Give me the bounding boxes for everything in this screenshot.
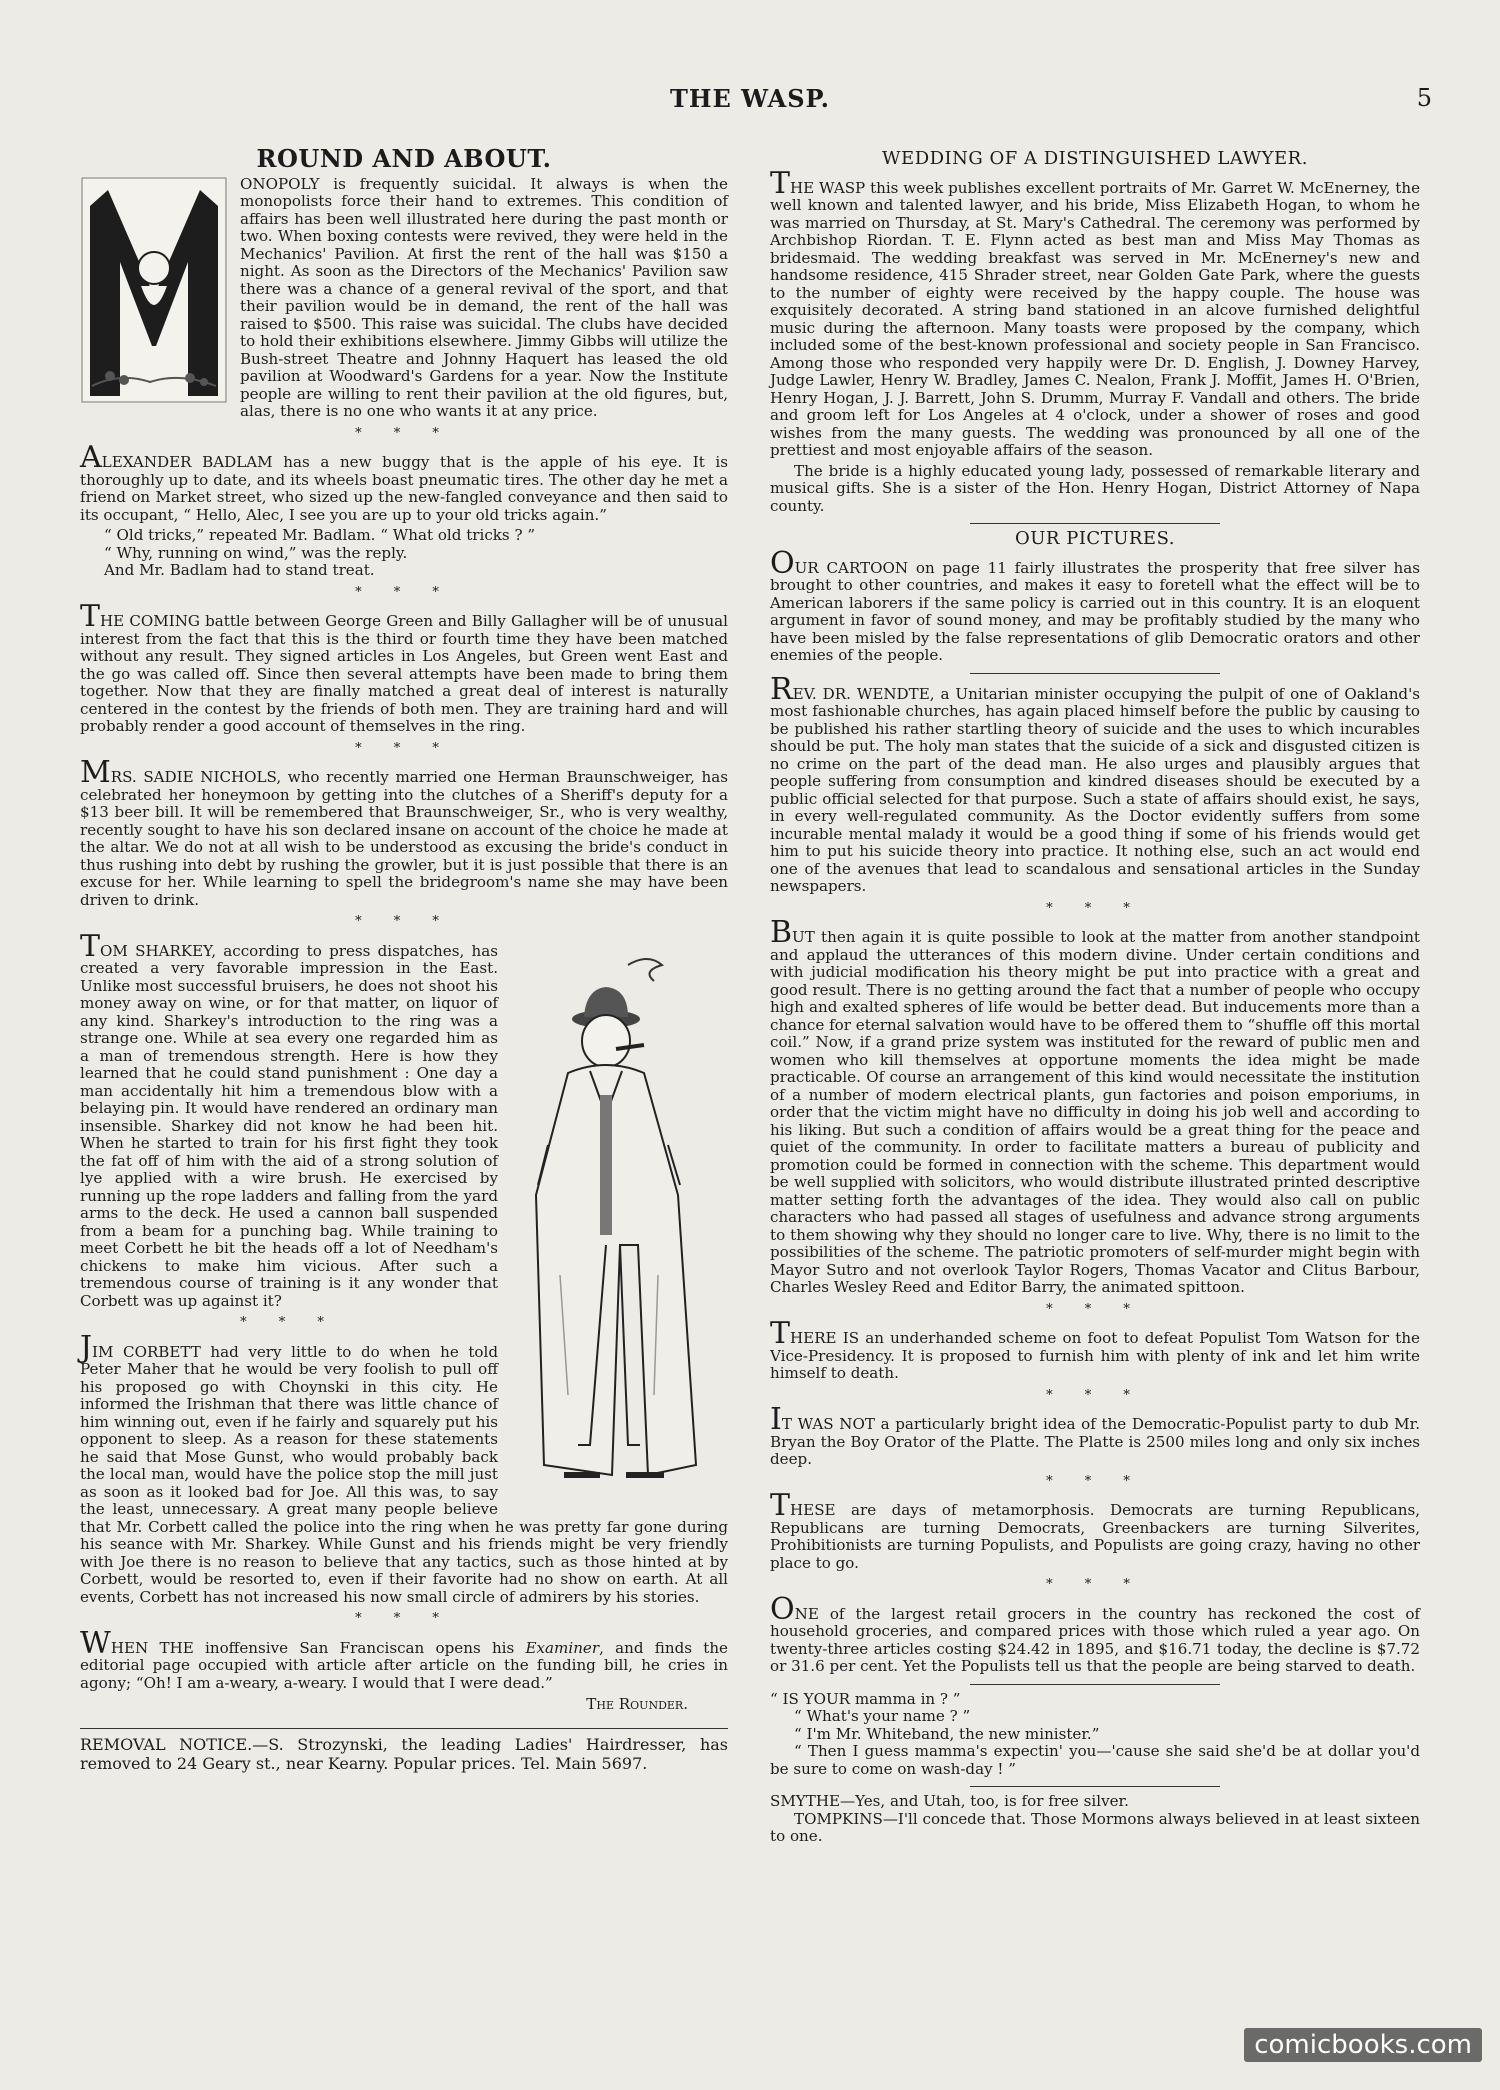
when-text-2: , and finds the editorial page occupied with article after article on the funding bill, he cries in agony; “Oh! I am a-weary, a-weary. I would that I were dead.”: [80, 1638, 728, 1692]
badlam-paragraph: ALEXANDER BADLAM has a new buggy that is the apple of his eye. It is thoroughly up to date, and its wheels boast pneumatic tires. The other day he met a friend on Market street, who sized up the new-fangled conveyance and then said to its occupant, “ Hello, Alec, I see you are up to your old tricks again.”: [80, 440, 728, 524]
monopoly-paragraph: ONOPOLY is frequently suicidal. It always is when the monopolists force their hand to extremes. This condition of affairs has been well illustrated here during the past month or two. When boxing contests were revived, they were held in the Mechanics' Pavilion. At first the rent of the hall was $150 a night. As soon as the Directors of the Mechanics' Pavilion saw there was a chance of a general revival of the sport, and that their pavilion would be in demand, the rent of the hall was raised to $500. This raise was suicidal. The clubs have decided to hold their exhibitions elsewhere. Jimmy Gibbs will utilize the Bush-street Theatre and Johnny Haquert has leased the old pavilion at Woodward's Gardens for a year. Now the Institute people are willing to rent their pavilion at the old figures, but, alas, there is no one who wants it at any price.: [240, 174, 728, 420]
metamorphosis-paragraph: THESE are days of metamorphosis. Democrats are turning Republicans, Republicans are turning Democrats, Greenbackers are turning Silverites, Prohibitionists are turning Populists, and Populists are going crazy, having no other place to go.: [770, 1488, 1420, 1572]
illustrated-dropcap-m: [80, 176, 228, 404]
wendte-paragraph: REV. DR. WENDTE, a Unitarian minister occupying the pulpit of one of Oakland's most fashionable churches, has again placed himself before the public by causing to be published his rather startling theory of suicide and the uses to which incurables should be put. The holy man states that the suicide of a sick and disgusted citizen is no crime on the part of the dead man. He also urges and plausibly argues that people suffering from consumption and kindred diseases should be executed by a public official selected for that purpose. Such a state of affairs should exist, he says, in every well-regulated community. As the Doctor evidently suffers from some incurable mental malady it would be a good thing if some of his friends would get him to put his suicide theory into practice. It nothing else, such an act would end one of the avenues that lead to scandalous and sensational articles in the Sunday newspapers.: [770, 671, 1420, 895]
section-divider: * * *: [355, 584, 453, 600]
right-column: [770, 146, 1420, 1846]
green-gallagher-paragraph: THE COMING battle between George Green and Billy Gallagher will be of unusual interest from the fact that this is the third or fourth time they have been matched without any result. They signed articles in Los Angeles, but Green went East and the go was called off. Since then several attempts have been made to bring them together. Now that they are finally matched a great deal of interest is naturally centered in the contest by the friends of both men. They are training hard and will probably render a good account of themselves in the ring.: [80, 599, 728, 735]
mamma-line-3: “ I'm Mr. Whiteband, the new minister.”: [794, 1724, 1100, 1743]
page-header: [0, 84, 1500, 120]
grocers-paragraph: ONE of the largest retail grocers in the country has reckoned the cost of household groceries, and compared prices with those which ruled a year ago. On twenty-three articles costing $24.42 in 1895, and $16.71 today, the decline is $7.72 or 31.6 per cent. Yet the Populists tell us that the people are being starved to death.: [770, 1591, 1420, 1675]
section-divider: * * *: [355, 425, 453, 441]
badlam-line-3: “ Why, running on wind,” was the reply.: [104, 543, 408, 562]
jim-corbett-paragraph: JIM CORBETT had very little to do when he told Peter Maher that he would be very foolish to pull off his proposed go with Choynski in this city. He informed the Irishman that there was little chance of him winning out, even if he fairly and squarely put his opponent to sleep. As a reason for these statements he said that Mose Gunst, who would probably back the local man, would have the police stop the mill just as soon as it looked bad for Joe. All this was, to say the least, unnecessary. A great many people believe that Mr. Corbett called the police into the ring when he was pretty far gone during his seance with Mr. Sharkey. While Gunst and his friends might be very friendly with Joe there is no reason to believe that any tactics, such as those hinted at by Corbett, would be resorted to, even if their favorite had no show on earth. At all events, Corbett has not increased his now small circle of admirers by his stories.: [80, 1329, 728, 1606]
sharkey-figure-icon: [508, 945, 728, 1503]
sadie-nichols-paragraph: MRS. SADIE NICHOLS, who recently married one Herman Braunschweiger, has celebrated her honeymoon by getting into the clutches of a Sheriff's deputy for a $13 beer bill. It will be remembered that Braunschweiger, Sr., who is very wealthy, recently sought to have his son declared insane on account of the choice he made at the altar. We do not at all wish to be understood as excusing the bride's conduct in thus rushing into debt by rushing the growler, but it is just possible that there is an excuse for her. While learning to spell the bridegroom's name she may have been driven to drink.: [80, 755, 728, 909]
page-number: 5: [1416, 84, 1432, 112]
cartoon-paragraph: OUR CARTOON on page 11 fairly illustrates the prosperity that free silver has brought to other countries, and makes it easy to foretell what the effect will be to American laborers if the same policy is carried out in this country. It is an eloquent argument in favor of sound money, and may be profitably studied by the many who have been misled by the false representations of glib Democratic orators and other enemies of the people.: [770, 545, 1420, 664]
section-divider: * * *: [240, 1315, 338, 1330]
but-paragraph: BUT then again it is quite possible to look at the matter from another standpoint and applaud the utterances of this modern divine. Under certain conditions and with judicial modification his theory might be put into practice with a great and good result. There is no getting around the fact that a number of people who occupy high and exalted spheres of life would be better dead. But inducements more than a chance for eternal salvation would have to be offered them to “shuffle off this mortal coil.” Now, if a grand prize system was instituted for the reward of public men and women who kill themselves at opportune moments the idea might be made practicable. Of course an arrangement of this kind would necessitate the institution of a number of modern electrical plants, gun factories and poison emporiums, in order that the victim might have no difficulty in doing his job well and according to his liking. But such a condition of affairs would be a great thing for the peace and quiet of the community. In order to facilitate matters a bureau of publicity and promotion could be formed in connection with the scheme. This department would be well supplied with solicitors, who would distribute illustrated printed descriptive matter setting forth the advantages of the idea. They would also call on public characters who had passed all stages of usefulness and advance strong arguments to them showing why they should no longer care to live. Why, there is no limit to the possibilities of the scheme. The patriotic promoters of self-murder might begin with Mayor Sutro and not overlook Taylor Rogers, Thomas Vacator and Clitus Barbour, Charles Wesley Reed and Editor Barry, the animated spittoon.: [770, 915, 1420, 1296]
section-divider: * * *: [355, 914, 453, 929]
divider-rule: [970, 1684, 1220, 1685]
badlam-line-2: “ Old tricks,” repeated Mr. Badlam. “ What old tricks ? ”: [104, 526, 536, 544]
wedding-heading: WEDDING OF A DISTINGUISHED LAWYER.: [882, 148, 1308, 169]
section-divider: * * *: [355, 740, 453, 756]
bride-paragraph: The bride is a highly educated young lady, possessed of remarkable literary and musical gifts. She is a sister of the Hon. Henry Hogan, District Attorney of Napa county.: [770, 461, 1420, 515]
tom-sharkey-paragraph: TOM SHARKEY, according to press dispatches, has created a very favorable impression in the East. Unlike most successful bruisers, he does not shoot his money away on wine, or for that matter, on liquor of any kind. Sharkey's introduction to the ring was a strange one. While at sea every one regarded him as a man of tremendous strength. Here is how they learned that he could stand punishment : One day a man accidentally hit him a tremendous blow with a belaying pin. It would have rendered an ordinary man insensible. Sharkey did not know he had been hit. When he started to train for his first fight they took the fat off of him with the aid of a strong solution of lye applied with a wire brush. He exercised by running up the rope ladders and falling from the yard arms to the deck. He used a cannon ball suspended from a beam for a punching bag. While training to meet Corbett he bit the heads off a lot of Needham's chickens to make him vicious. After such a tremendous course of training is it any wonder that Corbett was up against it?: [80, 928, 498, 1310]
mamma-line-4: “ Then I guess mamma's expectin' you—'cause she said she'd be at dollar you'd be sure to come on wash-day ! ”: [770, 1742, 1420, 1778]
section-divider: * * *: [1046, 1387, 1144, 1403]
tom-watson-paragraph: THERE IS an underhanded scheme on foot to defeat Populist Tom Watson for the Vice-Presidency. It is proposed to furnish him with plenty of ink and let him write himself to death.: [770, 1316, 1420, 1382]
badlam-line-4: And Mr. Badlam had to stand treat.: [104, 561, 375, 579]
section-divider: * * *: [1046, 1577, 1144, 1592]
dropcap-m-icon: [80, 176, 228, 404]
author-signature: The Rounder.: [586, 1695, 688, 1713]
mamma-line-2: “ What's your name ? ”: [794, 1707, 971, 1725]
round-and-about-heading: ROUND AND ABOUT.: [256, 144, 552, 173]
bryan-paragraph: IT WAS NOT a particularly bright idea of the Democratic-Populist party to dub Mr. Bryan the Boy Orator of the Platte. The Platte is 2500 miles long and only six inches deep.: [770, 1402, 1420, 1468]
sharkey-illustration: [508, 945, 728, 1503]
examiner-title: Examiner: [525, 1638, 600, 1657]
divider-rule: [970, 673, 1220, 674]
section-divider: * * *: [1046, 1301, 1144, 1317]
removal-notice: REMOVAL NOTICE.—S. Strozynski, the leading Ladies' Hairdresser, has removed to 24 Geary st., near Kearny. Popular prices. Tel. Main 5697.: [80, 1728, 728, 1773]
when-text-1: WHEN THE inoffensive San Franciscan opens his: [80, 1625, 526, 1661]
left-column: [80, 146, 728, 1773]
wedding-paragraph: THE WASP this week publishes excellent portraits of Mr. Garret W. McEnerney, the well known and talented lawyer, and his bride, Miss Elizabeth Hogan, to whom he was married on Thursday, at St. Mary's Cathedral. The ceremony was performed by Archbishop Riordan. T. E. Flynn acted as best man and Miss May Thomas as bridesmaid. The wedding breakfast was served in Mr. McEnerney's new and handsome residence, 415 Shrader street, near Golden Gate Park, where the guests to the number of eighty were received by the happy couple. The house was exquisitely decorated. A string band stationed in an alcove furnished delightful music during the afternoon. Many toasts were proposed by the company, which included some of the best-known professional and society people in San Francisco. Among those who responded very happily were Dr. D. English, J. Downey Harvey, Judge Lawler, Henry W. Bradley, James C. Nealon, Frank J. Moffit, James H. O'Brien, Henry Hogan, J. J. Barrett, John S. Drumm, Murray F. Vandall and others. The bride and groom left for Los Angeles at 4 o'clock, under a shower of roses and good wishes from the many guests. The wedding was pronounced by all one of the prettiest and most enjoyable affairs of the season.: [770, 165, 1420, 459]
section-divider: * * *: [1046, 1473, 1144, 1489]
divider-rule: [970, 523, 1220, 524]
section-divider: * * *: [355, 1611, 453, 1626]
masthead-title: THE WASP.: [670, 84, 830, 113]
our-pictures-heading: OUR PICTURES.: [1015, 528, 1175, 549]
san-franciscan-paragraph: [80, 1625, 728, 1693]
section-divider: * * *: [1046, 900, 1144, 916]
watermark-logo: comicbooks.com: [1244, 2028, 1482, 2062]
smythe-line: SMYTHE—Yes, and Utah, too, is for free silver.: [770, 1792, 1129, 1810]
tompkins-line: TOMPKINS—I'll concede that. Those Mormons always believed in at least sixteen to one.: [770, 1809, 1420, 1845]
mamma-line-1: “ IS YOUR mamma in ? ”: [770, 1689, 961, 1708]
divider-rule: [970, 1786, 1220, 1787]
